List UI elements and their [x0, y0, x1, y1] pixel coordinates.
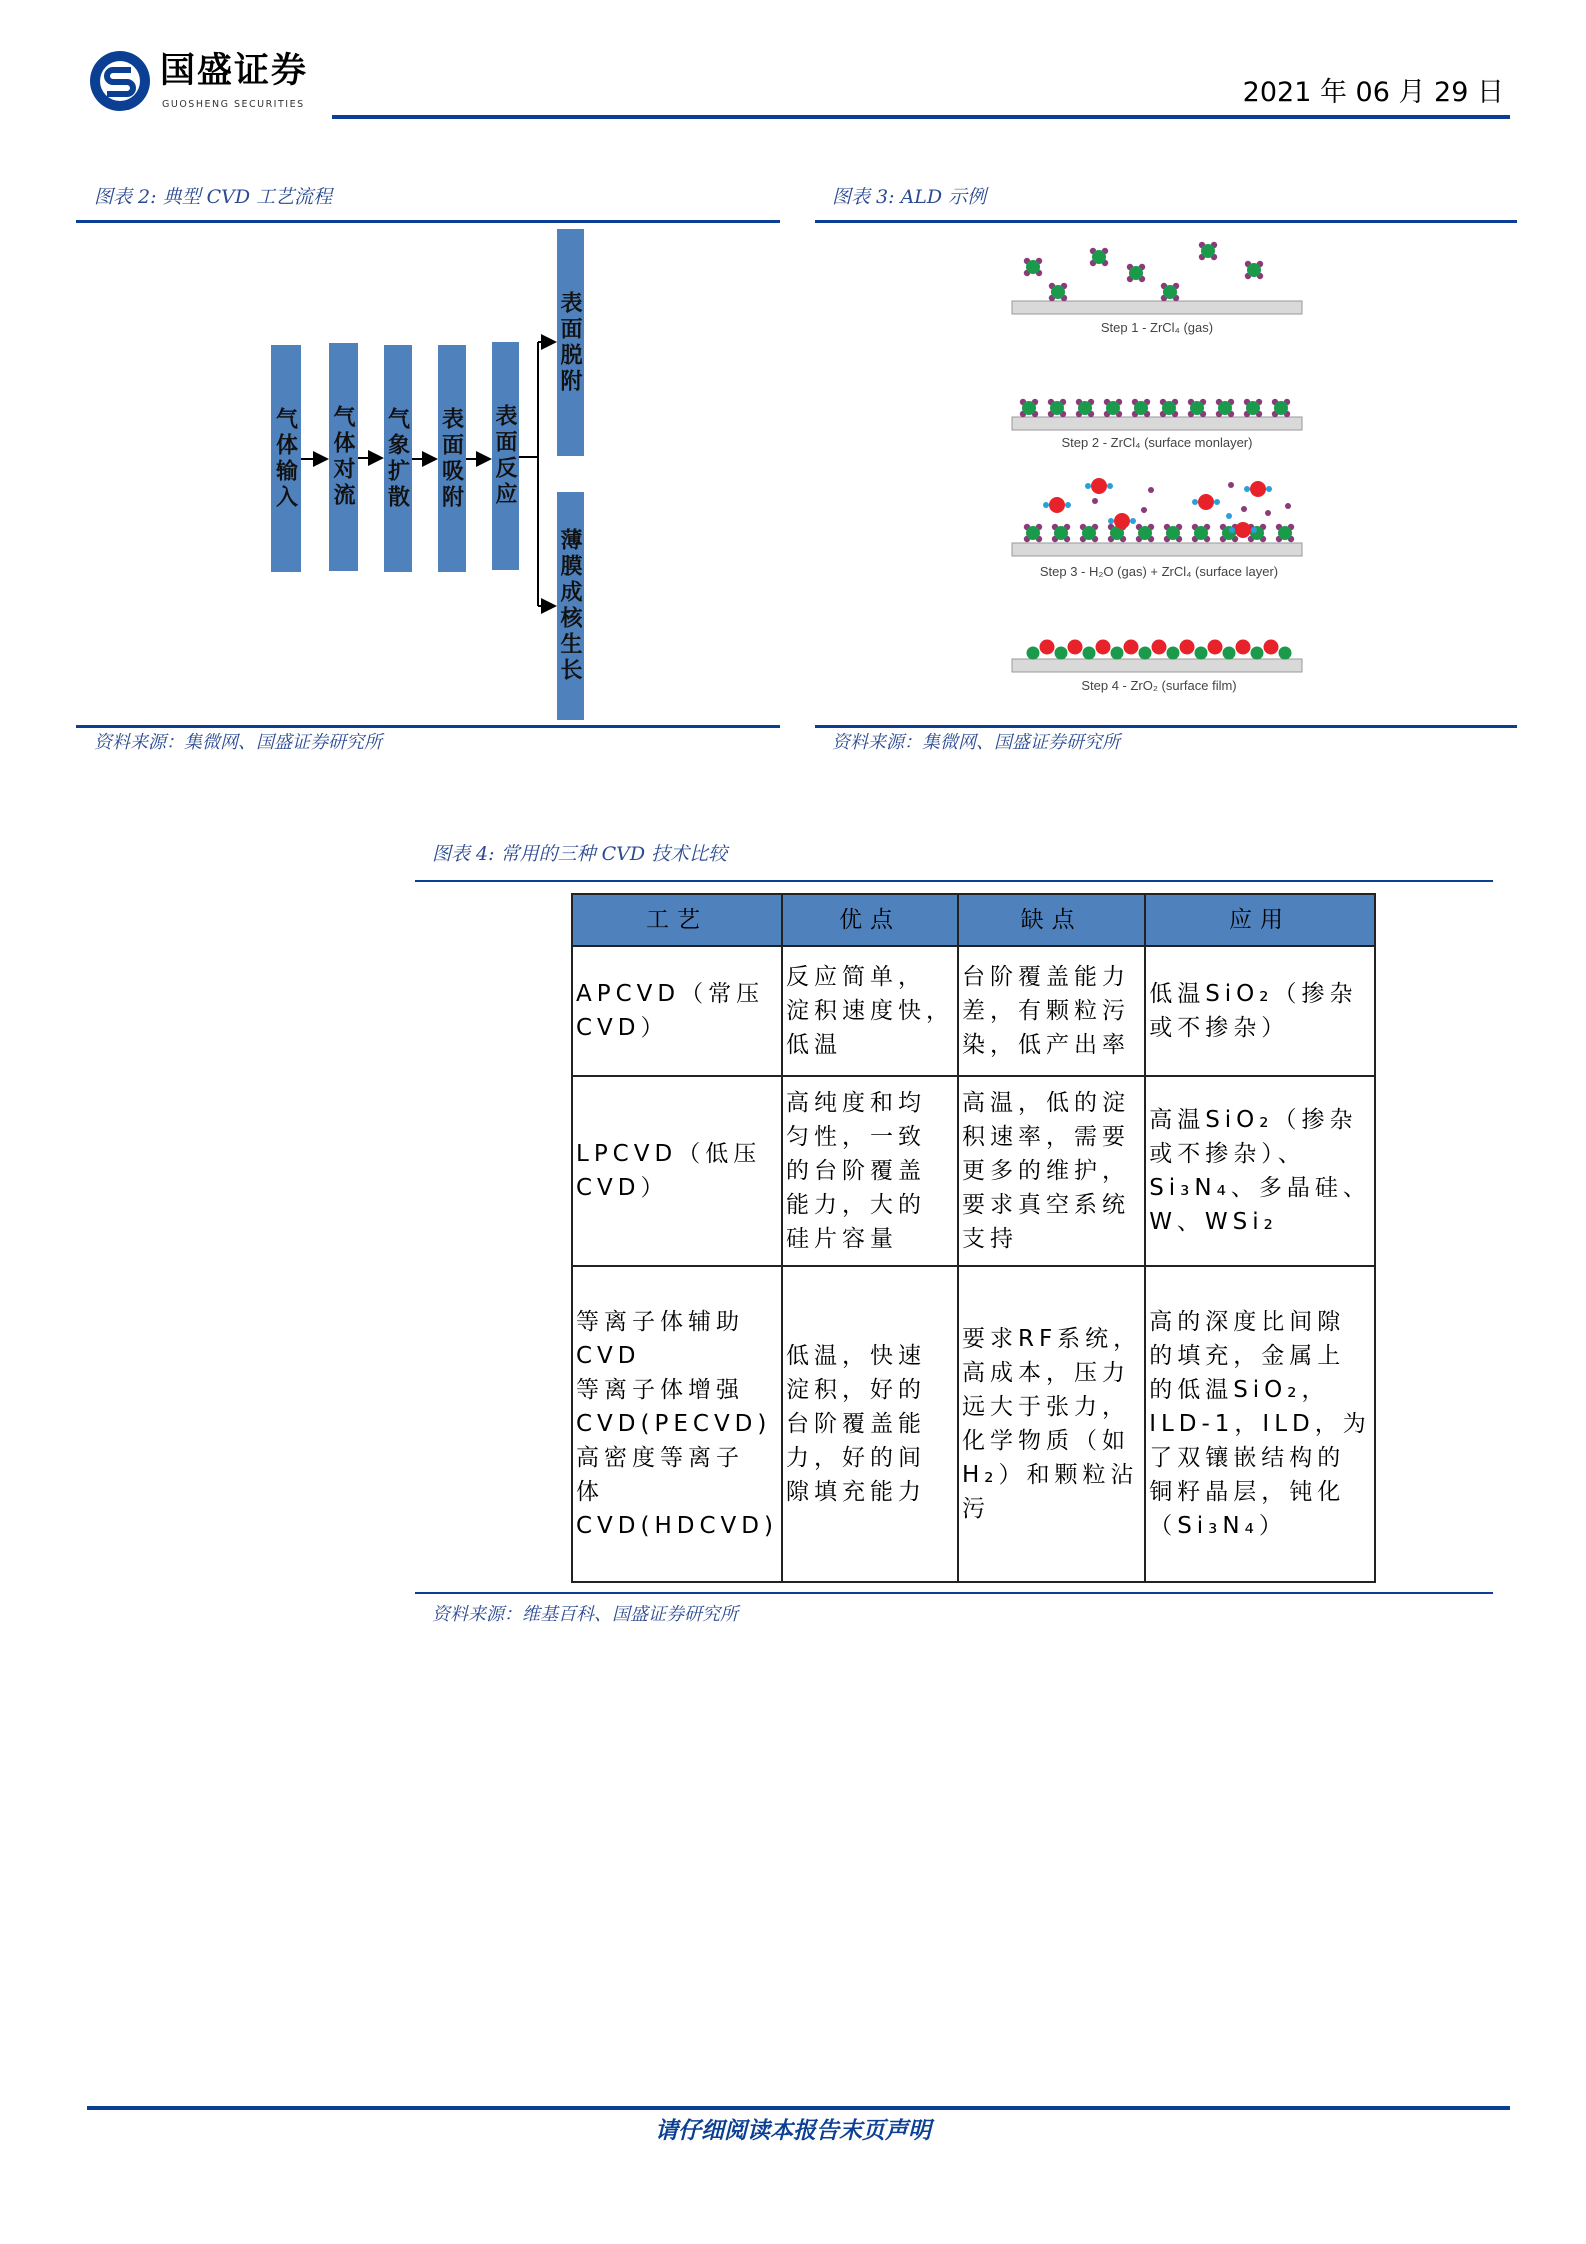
- figure3-bottom-rule: [815, 725, 1517, 728]
- zirconium-atom: [1218, 401, 1232, 415]
- hydrogen-atom: [1229, 527, 1235, 533]
- zirconium-atom: [1247, 263, 1261, 277]
- hydrogen-atom: [1244, 486, 1250, 492]
- oxygen-atom: [1198, 494, 1214, 510]
- chlorine-atom: [1092, 498, 1098, 504]
- cell-applications: 低温SiO₂（掺杂 或不掺杂）: [1145, 946, 1375, 1076]
- table-row: [572, 1076, 1375, 1266]
- hydrogen-atom: [1251, 527, 1257, 533]
- zirconium-atom: [1054, 526, 1068, 540]
- oxygen-atom: [1114, 513, 1130, 529]
- flow-step-label: 表面吸附: [438, 406, 465, 511]
- hydrogen-atom: [1266, 486, 1272, 492]
- zirconium-atom: [1163, 285, 1177, 299]
- figure2-caption: 图表 2: 典型 CVD 工艺流程: [94, 186, 333, 208]
- cell-process: APCVD（常压 CVD）: [572, 946, 782, 1076]
- cell-disadvantages: 要求RF系统， 高成本，压力 远大于张力， 化学物质（如 H₂）和颗粒沾 污: [958, 1266, 1145, 1582]
- column-header-disadvantages: 缺点: [958, 894, 1145, 946]
- oxygen-atom: [1250, 481, 1266, 497]
- oxygen-atom: [1235, 522, 1251, 538]
- flow-step-label: 薄膜成核生长: [557, 528, 583, 684]
- zirconium-atom: [1026, 260, 1040, 274]
- zirconium-atom: [1092, 250, 1106, 264]
- zirconium-atom: [1246, 401, 1260, 415]
- zirconium-atom: [1162, 401, 1176, 415]
- footer-rule: [87, 2106, 1510, 2110]
- zirconium-atom: [1166, 526, 1180, 540]
- zirconium-atom: [1026, 526, 1040, 540]
- zirconium-atom: [1027, 647, 1040, 660]
- oxygen-atom: [1180, 640, 1195, 655]
- ald-step4-label: Step 4 - ZrO₂ (surface film): [1081, 678, 1237, 693]
- table-row: [572, 946, 1375, 1076]
- chlorine-atom: [1241, 506, 1247, 512]
- cell-advantages: 低温，快速 淀积，好的 台阶覆盖能 力，好的间 隙填充能力: [782, 1266, 958, 1582]
- zirconium-atom: [1195, 647, 1208, 660]
- zirconium-atom: [1274, 401, 1288, 415]
- table-row: [572, 1266, 1375, 1582]
- figure2-source: 资料来源：集微网、国盛证券研究所: [94, 732, 382, 753]
- oxygen-atom: [1208, 640, 1223, 655]
- column-header-process: 工艺: [572, 894, 782, 946]
- hydrogen-atom: [1226, 513, 1232, 519]
- cell-disadvantages: 台阶覆盖能力 差，有颗粒污 染，低产出率: [958, 946, 1145, 1076]
- hydrogen-atom: [1108, 518, 1114, 524]
- zirconium-atom: [1106, 401, 1120, 415]
- zirconium-atom: [1251, 647, 1264, 660]
- zirconium-atom: [1167, 647, 1180, 660]
- oxygen-atom: [1049, 497, 1065, 513]
- figure4-source: 资料来源：维基百科、国盛证券研究所: [432, 1604, 738, 1625]
- chlorine-atom: [1228, 482, 1234, 488]
- chlorine-atom: [1285, 503, 1291, 509]
- oxygen-atom: [1091, 478, 1107, 494]
- zirconium-atom: [1190, 401, 1204, 415]
- footer-notice: 请仔细阅读本报告末页声明: [655, 2117, 931, 2144]
- zirconium-atom: [1022, 401, 1036, 415]
- zirconium-atom: [1279, 647, 1292, 660]
- hydrogen-atom: [1043, 502, 1049, 508]
- zirconium-atom: [1134, 401, 1148, 415]
- figure3-caption: 图表 3: ALD 示例: [832, 186, 987, 208]
- substrate: [1012, 417, 1302, 430]
- flow-step-label: 气体输入: [272, 406, 299, 511]
- flow-arrows: [0, 0, 600, 740]
- ald-step2-label: Step 2 - ZrCl₄ (surface monlayer): [1061, 435, 1253, 450]
- zirconium-atom: [1078, 401, 1092, 415]
- zirconium-atom: [1129, 266, 1143, 280]
- chlorine-atom: [1141, 507, 1147, 513]
- cell-process: LPCVD（低压 CVD）: [572, 1076, 782, 1266]
- cell-disadvantages: 高温，低的淀 积速率，需要 更多的维护， 要求真空系统 支持: [958, 1076, 1145, 1266]
- hydrogen-atom: [1192, 499, 1198, 505]
- hydrogen-atom: [1130, 518, 1136, 524]
- zirconium-atom: [1111, 647, 1124, 660]
- cell-advantages: 反应简单， 淀积速度快， 低温: [782, 946, 958, 1076]
- cell-advantages: 高纯度和均 匀性，一致 的台阶覆盖 能力，大的 硅片容量: [782, 1076, 958, 1266]
- zirconium-atom: [1223, 647, 1236, 660]
- figure3-source: 资料来源：集微网、国盛证券研究所: [832, 732, 1120, 753]
- figure2-bottom-rule: [76, 725, 780, 728]
- figure4-top-rule: [415, 880, 1493, 882]
- oxygen-atom: [1040, 640, 1055, 655]
- cell-process: 等离子体辅助 CVD 等离子体增强 CVD(PECVD) 高密度等离子 体 CVD(HDCVD): [572, 1266, 782, 1582]
- ald-step3-label: Step 3 - H₂O (gas) + ZrCl₄ (surface layer): [1039, 564, 1279, 579]
- flow-step-label: 表面脱附: [557, 290, 583, 395]
- oxygen-atom: [1068, 640, 1083, 655]
- substrate: [1012, 301, 1302, 314]
- substrate: [1012, 543, 1302, 556]
- cell-applications: 高的深度比间隙 的填充，金属上 的低温SiO₂， ILD-1，ILD，为 了双镶嵌结构的 铜籽晶层，钝化 （Si₃N₄）: [1145, 1266, 1375, 1582]
- zirconium-atom: [1278, 526, 1292, 540]
- zirconium-atom: [1139, 647, 1152, 660]
- ald-step1-label: Step 1 - ZrCl₄ (gas): [1100, 320, 1214, 335]
- zirconium-atom: [1055, 647, 1068, 660]
- zirconium-atom: [1083, 647, 1096, 660]
- zirconium-atom: [1082, 526, 1096, 540]
- zirconium-atom: [1138, 526, 1152, 540]
- hydrogen-atom: [1085, 483, 1091, 489]
- flow-step-label: 表面反应: [492, 404, 518, 508]
- zirconium-atom: [1194, 526, 1208, 540]
- chlorine-atom: [1265, 510, 1271, 516]
- oxygen-atom: [1152, 640, 1167, 655]
- brand-name-en: GUOSHENG SECURITIES: [162, 99, 305, 110]
- cvd-comparison-table: [571, 893, 1376, 1583]
- hydrogen-atom: [1214, 499, 1220, 505]
- report-date: 2021 年 06 月 29 日: [1242, 77, 1504, 108]
- figure4-caption: 图表 4: 常用的三种 CVD 技术比较: [432, 843, 728, 865]
- cell-applications: 高温SiO₂（掺杂 或不掺杂）、 Si₃N₄、多晶硅、 W、WSi₂: [1145, 1076, 1375, 1266]
- flow-step-label: 气体对流: [330, 405, 356, 509]
- hydrogen-atom: [1107, 483, 1113, 489]
- ald-diagram: [1000, 220, 1340, 720]
- substrate: [1012, 659, 1302, 672]
- zirconium-atom: [1051, 285, 1065, 299]
- column-header-advantages: 优点: [782, 894, 958, 946]
- zirconium-atom: [1050, 401, 1064, 415]
- column-header-applications: 应用: [1145, 894, 1375, 946]
- brand-name: 国盛证券: [160, 51, 309, 91]
- oxygen-atom: [1124, 640, 1139, 655]
- oxygen-atom: [1264, 640, 1279, 655]
- flow-step-label: 气象扩散: [384, 406, 411, 511]
- hydrogen-atom: [1065, 502, 1071, 508]
- figure4-bottom-rule: [415, 1592, 1493, 1594]
- oxygen-atom: [1236, 640, 1251, 655]
- zirconium-atom: [1201, 244, 1215, 258]
- table-header-row: [572, 894, 1375, 946]
- oxygen-atom: [1096, 640, 1111, 655]
- chlorine-atom: [1148, 487, 1154, 493]
